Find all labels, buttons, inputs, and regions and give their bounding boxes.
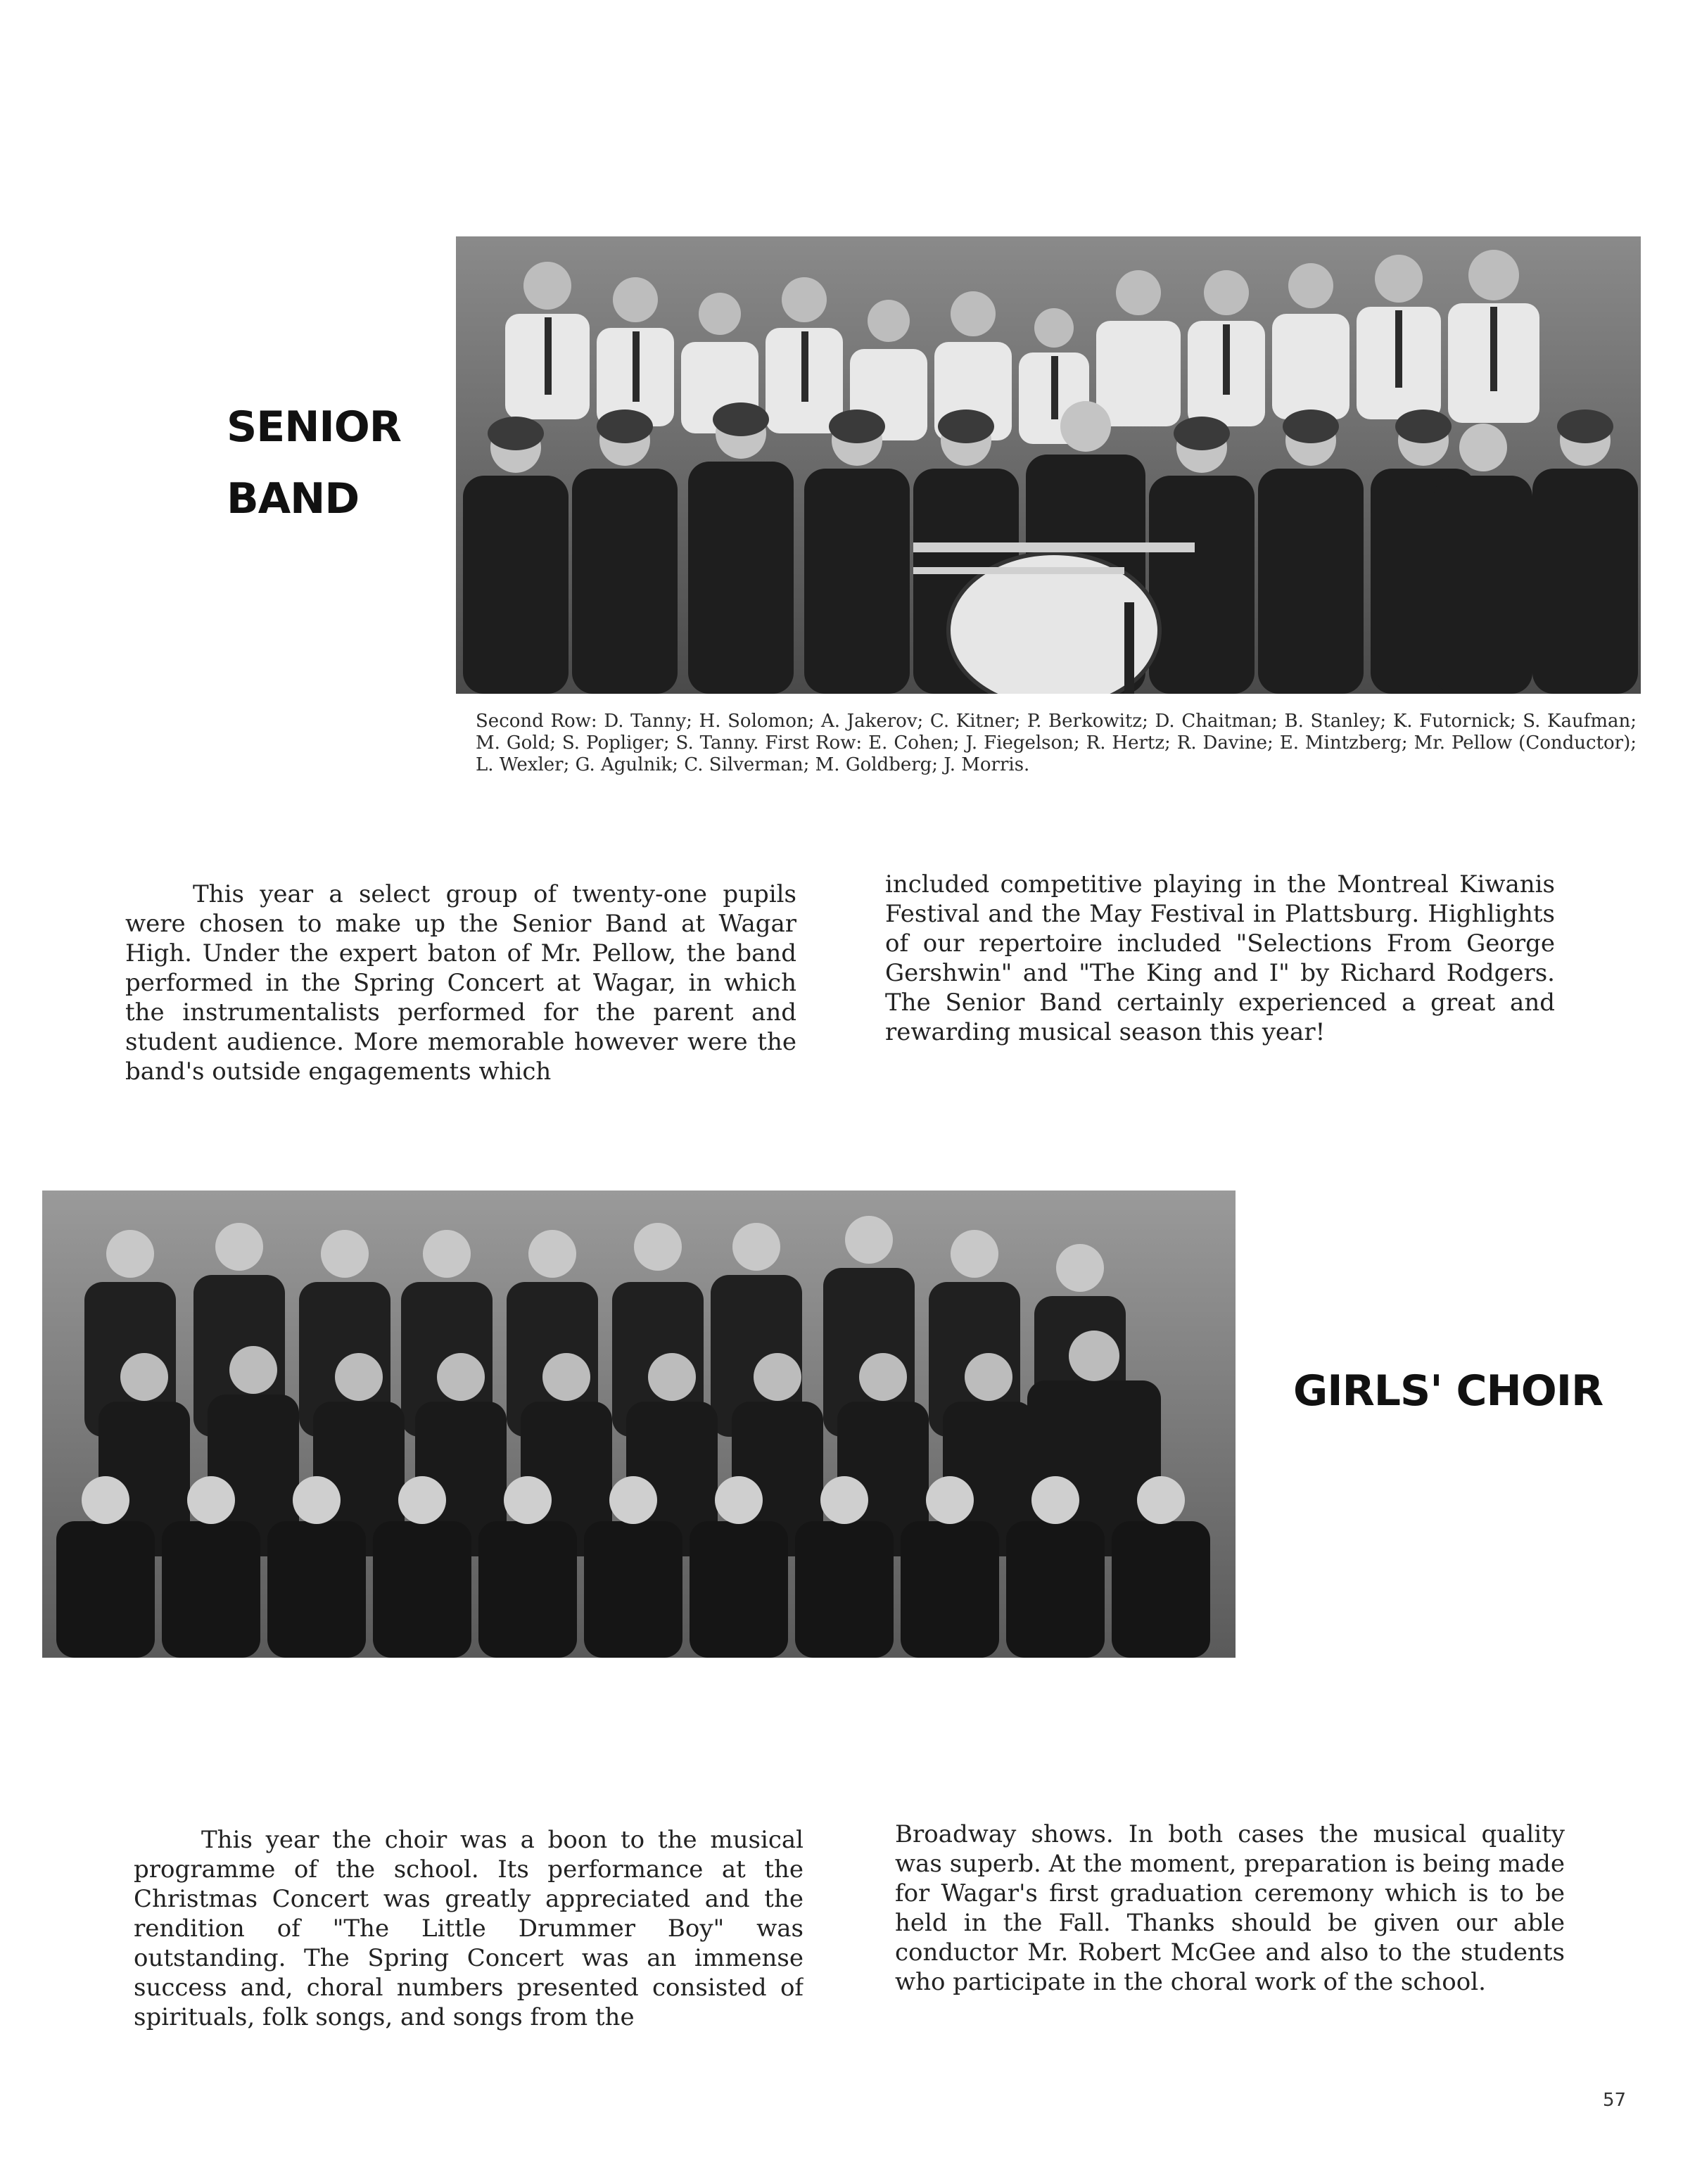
senior-band-body-column-1: This year a select group of twenty-one pupils were chosen to make up the Senior Band at Wagar High. Under the expert baton of Mr. Pellow, the band performed in the Spring Concert at Wagar, in which the instrumentalists performed for the parent and student audience. More memorable however were the band's outside engagements which — [125, 880, 796, 1086]
senior-band-body-column-2: included competitive playing in the Montreal Kiwanis Festival and the May Festival in Plattsburg. Highlights of our repertoire included "Selections From George Gershwin" and "The King and I" by Richard Rodgers. The Senior Band certainly experienced a great and rewarding musical season this year! — [885, 870, 1555, 1046]
senior-band-title — [227, 391, 452, 535]
girls-choir-photo-graphic — [42, 1191, 1236, 1658]
senior-band-title-line2: BAND — [227, 474, 360, 523]
senior-band-photo — [456, 236, 1641, 694]
girls-choir-body-column-2: Broadway shows. In both cases the musical quality was superb. At the moment, preparation is being made for Wagar's first graduation ceremony which is to be held in the Fall. Thanks should be given our able conductor Mr. Robert McGee and also to the students who participate in the choral work of the school. — [895, 1820, 1565, 1996]
girls-choir-photo — [42, 1191, 1236, 1658]
senior-band-title-line1: SENIOR — [227, 402, 401, 452]
senior-band-photo-caption: Second Row: D. Tanny; H. Solomon; A. Jakerov; C. Kitner; P. Berkowitz; D. Chaitman; B. Stanley; K. Futornick; S. Kaufman; M. Gold; S. Popliger; S. Tanny. First Row: E. Cohen; J. Fiegelson; R. Hertz; R. Davine; E. Mintzberg; Mr. Pellow (Conductor); L. Wexler; G. Agulnik; C. Silverman; M. Goldberg; J. Morris. — [476, 711, 1637, 775]
senior-band-photo-graphic — [456, 236, 1641, 694]
page-number: 57 — [1603, 2090, 1627, 2111]
girls-choir-title: GIRLS' CHOIR — [1293, 1366, 1603, 1416]
girls-choir-body-column-1: This year the choir was a boon to the musical programme of the school. Its performance at the Christmas Concert was greatly appreciated and the rendition of "The Little Drummer Boy" was outstanding. The Spring Concert was an immense success and, choral numbers presented consisted of spirituals, folk songs, and songs from the — [134, 1826, 804, 2031]
